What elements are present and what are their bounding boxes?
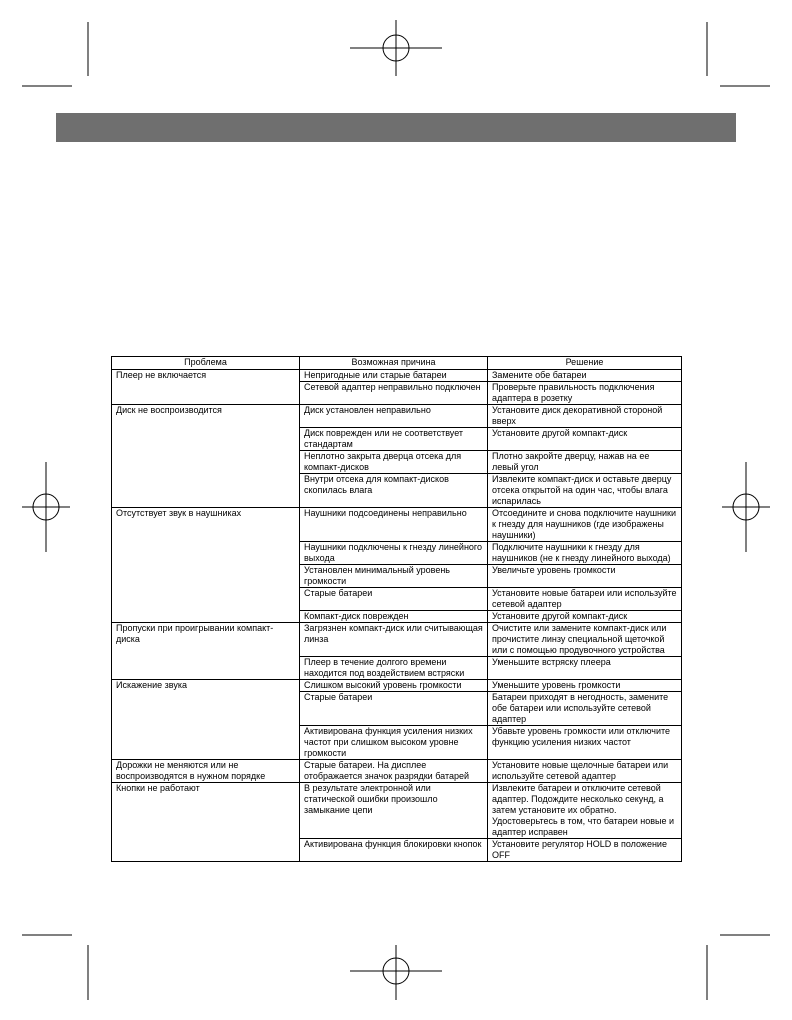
table-row	[112, 783, 682, 839]
registration-mark-bottom	[350, 945, 442, 1000]
solution-cell: Установите другой компакт-диск	[488, 428, 682, 451]
table-row	[112, 370, 682, 382]
cause-cell: Старые батареи	[300, 588, 488, 611]
problem-cell: Диск не воспроизводится	[112, 405, 300, 508]
solution-cell: Уменьшите уровень громкости	[488, 680, 682, 692]
header-problem: Проблема	[112, 357, 300, 370]
solution-cell: Установите диск декоративной стороной вверх	[488, 405, 682, 428]
table-body	[112, 370, 682, 862]
problem-cell: Искажение звука	[112, 680, 300, 760]
problem-cell: Кнопки не работают	[112, 783, 300, 862]
table-header-row	[112, 357, 682, 370]
solution-cell: Замените обе батареи	[488, 370, 682, 382]
cause-cell: Активирована функция усиления низких частот при слишком высоком уровне громкости	[300, 726, 488, 760]
problem-cell: Дорожки не меняются или не воспроизводятся в нужном порядке	[112, 760, 300, 783]
cause-cell: Старые батареи. На дисплее отображается значок разрядки батарей	[300, 760, 488, 783]
solution-cell: Батареи приходят в негодность, замените обе батареи или используйте сетевой адаптер	[488, 692, 682, 726]
solution-cell: Отсоедините и снова подключите наушники к гнезду для наушников (где изображены наушники)	[488, 508, 682, 542]
cause-cell: Плеер в течение долгого времени находится под воздействием встряски	[300, 657, 488, 680]
problem-cell: Отсутствует звук в наушниках	[112, 508, 300, 623]
solution-cell: Убавьте уровень громкости или отключите функцию усиления низких частот	[488, 726, 682, 760]
solution-cell: Плотно закройте дверцу, нажав на ее левый угол	[488, 451, 682, 474]
cause-cell: Загрязнен компакт-диск или считывающая линза	[300, 623, 488, 657]
section-header-bar	[56, 113, 736, 142]
cause-cell: Наушники подсоединены неправильно	[300, 508, 488, 542]
solution-cell: Очистите или замените компакт-диск или прочистите линзу специальной щеточкой или с помощью продувочного устройства	[488, 623, 682, 657]
table-row	[112, 405, 682, 428]
solution-cell: Извлеките батареи и отключите сетевой адаптер. Подождите несколько секунд, а затем установите их обратно. Удостоверьтесь в том, что батареи новые и адаптер исправен	[488, 783, 682, 839]
registration-mark-top	[350, 20, 442, 76]
solution-cell: Установите другой компакт-диск	[488, 611, 682, 623]
solution-cell: Установите регулятор HOLD в положение OFF	[488, 839, 682, 862]
solution-cell: Установите новые щелочные батареи или используйте сетевой адаптер	[488, 760, 682, 783]
solution-cell: Увеличьте уровень громкости	[488, 565, 682, 588]
registration-mark-right	[722, 462, 770, 552]
cause-cell: В результате электронной или статической ошибки произошло замыкание цепи	[300, 783, 488, 839]
solution-cell: Проверьте правильность подключения адаптера в розетку	[488, 382, 682, 405]
solution-cell: Подключите наушники к гнезду для наушников (не к гнезду линейного выхода)	[488, 542, 682, 565]
solution-cell: Установите новые батареи или используйте сетевой адаптер	[488, 588, 682, 611]
cause-cell: Неплотно закрыта дверца отсека для компакт-дисков	[300, 451, 488, 474]
troubleshooting-table	[111, 356, 682, 862]
cause-cell: Установлен минимальный уровень громкости	[300, 565, 488, 588]
table-row	[112, 508, 682, 542]
table-row	[112, 623, 682, 657]
cause-cell: Сетевой адаптер неправильно подключен	[300, 382, 488, 405]
solution-cell: Извлеките компакт-диск и оставьте дверцу отсека открытой на один час, чтобы влага испарилась	[488, 474, 682, 508]
cause-cell: Диск установлен неправильно	[300, 405, 488, 428]
table-row	[112, 760, 682, 783]
table-row	[112, 680, 682, 692]
cause-cell: Старые батареи	[300, 692, 488, 726]
registration-mark-left	[22, 462, 70, 552]
problem-cell: Пропуски при проигрывании компакт-диска	[112, 623, 300, 680]
problem-cell: Плеер не включается	[112, 370, 300, 405]
cause-cell: Компакт-диск поврежден	[300, 611, 488, 623]
cause-cell: Диск поврежден или не соответствует стандартам	[300, 428, 488, 451]
cause-cell: Наушники подключены к гнезду линейного выхода	[300, 542, 488, 565]
header-solution: Решение	[488, 357, 682, 370]
solution-cell: Уменьшите встряску плеера	[488, 657, 682, 680]
cause-cell: Внутри отсека для компакт-дисков скопилась влага	[300, 474, 488, 508]
cause-cell: Непригодные или старые батареи	[300, 370, 488, 382]
cause-cell: Активирована функция блокировки кнопок	[300, 839, 488, 862]
cause-cell: Слишком высокий уровень громкости	[300, 680, 488, 692]
header-cause: Возможная причина	[300, 357, 488, 370]
